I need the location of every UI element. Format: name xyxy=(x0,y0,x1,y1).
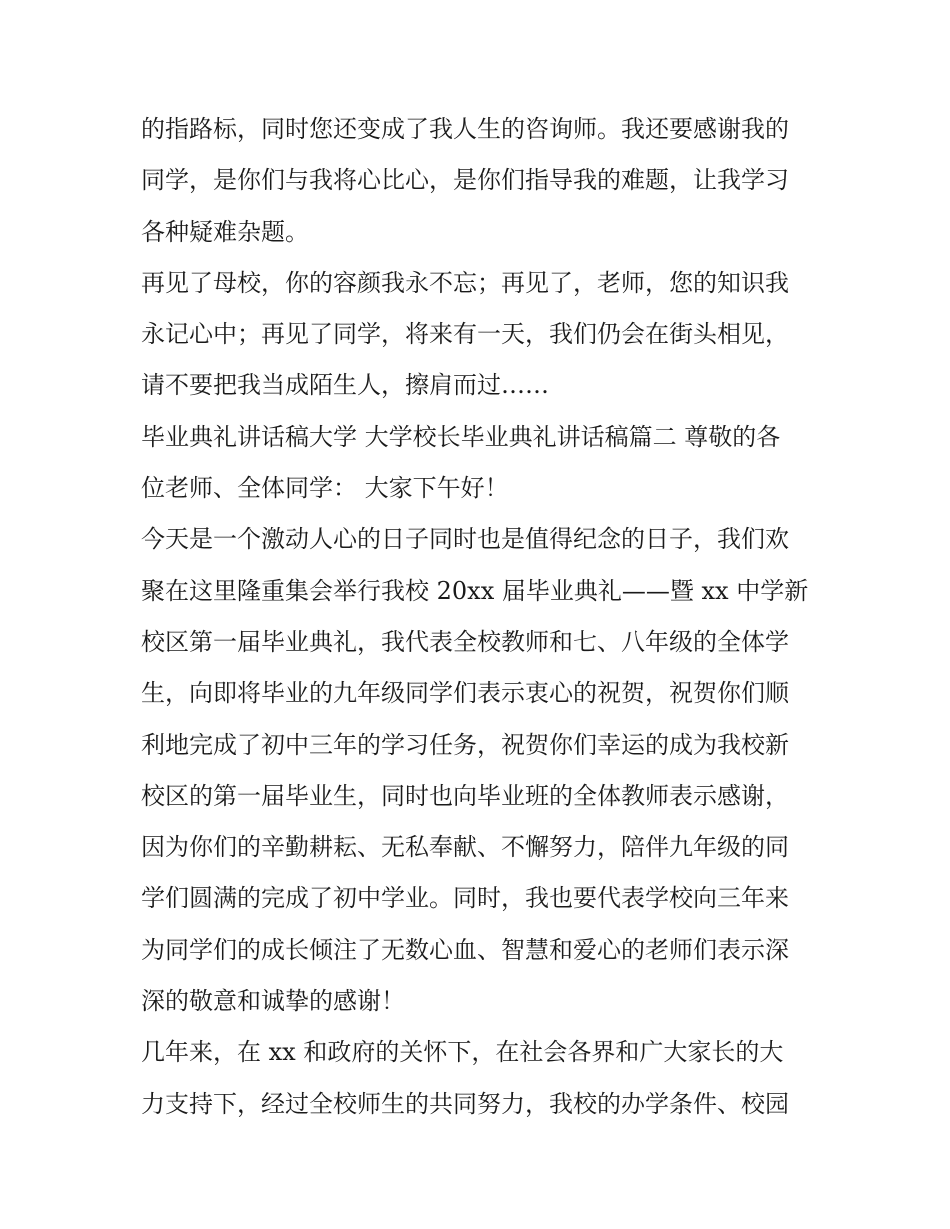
text-line: 毕业典礼讲话稿大学 大学校长毕业典礼讲话稿篇二 尊敬的各 xyxy=(141,422,781,451)
text-line: 聚在这里隆重集会举行我校 20xx 届毕业典礼——暨 xx 中学新 xyxy=(141,576,809,605)
text-line: 学们圆满的完成了初中学业。同时，我也要代表学校向三年来 xyxy=(141,884,789,913)
text-line: 各种疑难杂题。 xyxy=(141,217,309,246)
text-line: 永记心中；再见了同学，将来有一天，我们仍会在街头相见， xyxy=(141,320,789,349)
text-line: 今天是一个激动人心的日子同时也是值得纪念的日子，我们欢 xyxy=(141,525,789,554)
text-line: 力支持下，经过全校师生的共同努力，我校的办学条件、校园 xyxy=(141,1089,789,1118)
text-line: 校区第一届毕业典礼，我代表全校教师和七、八年级的全体学 xyxy=(141,627,789,656)
text-line: 的指路标，同时您还变成了我人生的咨询师。我还要感谢我的 xyxy=(141,115,789,143)
text-line: 同学，是你们与我将心比心，是你们指导我的难题，让我学习 xyxy=(141,166,789,195)
text-line: 校区的第一届毕业生，同时也向毕业班的全体教师表示感谢， xyxy=(141,781,789,810)
paragraph-section-heading xyxy=(141,412,821,515)
text-line: 为同学们的成长倾注了无数心血、智慧和爱心的老师们表示深 xyxy=(141,935,789,964)
paragraph-farewell xyxy=(141,258,821,412)
text-line: 因为你们的辛勤耕耘、无私奉献、不懈努力，陪伴九年级的同 xyxy=(141,833,789,862)
text-line: 请不要把我当成陌生人，擦肩而过…… xyxy=(141,371,549,400)
text-line: 生，向即将毕业的九年级同学们表示衷心的祝贺，祝贺你们顺 xyxy=(141,679,789,708)
text-line: 深的敬意和诚挚的感谢！ xyxy=(141,987,405,1016)
text-line: 再见了母校，你的容颜我永不忘；再见了，老师，您的知识我 xyxy=(141,268,789,297)
body-text xyxy=(141,104,821,1130)
text-line: 位老师、全体同学： 大家下午好！ xyxy=(141,474,509,503)
paragraph-ceremony xyxy=(141,514,821,1027)
text-line: 利地完成了初中三年的学习任务，祝贺你们幸运的成为我校新 xyxy=(141,730,789,759)
text-line: 几年来，在 xx 和政府的关怀下，在社会各界和广大家长的大 xyxy=(141,1038,784,1067)
paragraph-support xyxy=(141,1027,821,1130)
paragraph-gratitude xyxy=(141,104,821,258)
